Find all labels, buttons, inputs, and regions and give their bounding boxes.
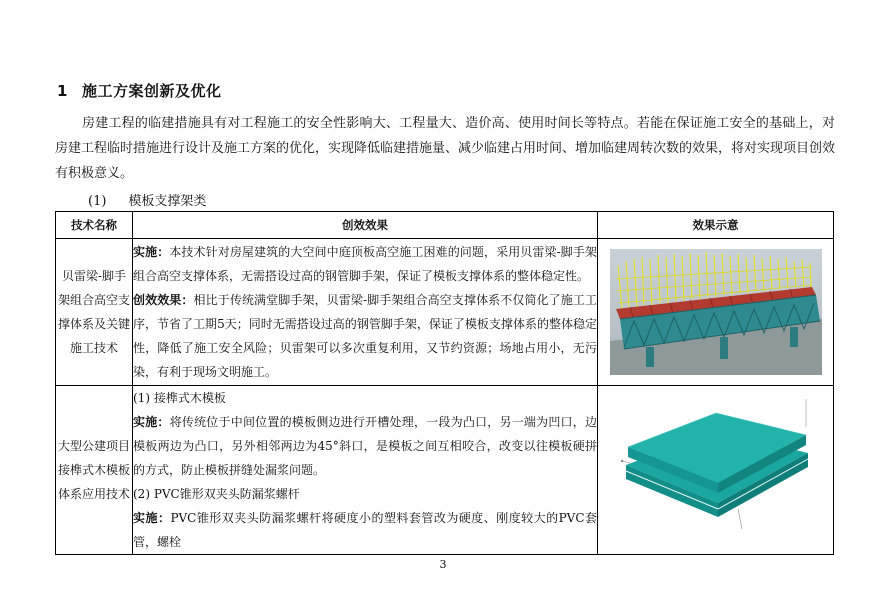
implementation-label: 实施： bbox=[133, 415, 170, 429]
implementation-text: 本技术针对房屋建筑的大空间中庭顶板高空施工困难的问题，采用贝雷梁-脚手架组合高空支撑体系，无需搭设过高的钢管脚手架，保证了模板支撑体系的整体稳定性。 bbox=[133, 245, 597, 283]
intro-paragraph: 房建工程的临建措施具有对工程施工的安全性影响大、工程量大、造价高、使用时间长等特点。若能在保证施工安全的基础上，对房建工程临时措施进行设计及施工方案的优化，实现降低临建措施量、减少临建占用时间、增加临建周转次数的效果，将对实现项目创效有积极意义。 bbox=[55, 116, 836, 181]
implementation-text: 将传统位于中间位置的模板侧边进行开槽处理，一段为凸口，另一端为凹口，边模板两边为凸口，另外相邻两边为45°斜口，是模板之间互相咬合，改变以往模板硬拼的方式，防止模板拼缝处漏浆问题。 bbox=[133, 415, 597, 477]
header-effect: 创效效果 bbox=[133, 212, 598, 239]
page-number: 3 bbox=[439, 558, 447, 571]
effect-cell bbox=[133, 239, 598, 386]
section-number: 1 bbox=[57, 82, 68, 100]
header-tech-name: 技术名称 bbox=[56, 212, 133, 239]
tech-name-cell: 大型公建项目接榫式木模板体系应用技术 bbox=[56, 386, 133, 555]
subsection-heading bbox=[88, 190, 206, 209]
table-row bbox=[56, 239, 834, 386]
effect-label: 创效效果： bbox=[133, 293, 194, 307]
effect-text: 相比于传统满堂脚手架，贝雷梁-脚手架组合高空支撑体系不仅简化了施工工序，节省了工期5天；同时无需搭设过高的钢管脚手架，保证了模板支撑体系的整体稳定性，降低了施工安全风险；贝雷架可以多次重复利用，又节约资源；场地占用小，无污染，有利于现场文明施工。 bbox=[133, 293, 597, 379]
section-heading bbox=[57, 80, 221, 101]
effect-cell bbox=[133, 386, 598, 555]
tenon-formwork-image bbox=[618, 397, 814, 543]
bailey-truss-scaffold-image bbox=[610, 249, 822, 375]
technique-table bbox=[55, 211, 834, 555]
table-row bbox=[56, 386, 834, 555]
illustration-cell bbox=[598, 386, 834, 555]
implementation-text: PVC锥形双夹头防漏浆螺杆将硬度小的塑料套管改为硬度、刚度较大的PVC套管，螺栓 bbox=[133, 511, 597, 549]
header-illustration: 效果示意 bbox=[598, 212, 834, 239]
tech-name-cell: 贝雷梁-脚手架组合高空支撑体系及关键施工技术 bbox=[56, 239, 133, 386]
item-title: (2) PVC锥形双夹头防漏浆螺杆 bbox=[133, 487, 300, 501]
table-header-row bbox=[56, 212, 834, 239]
subsection-title: 模板支撑架类 bbox=[128, 194, 207, 209]
implementation-label: 实施： bbox=[133, 245, 170, 259]
section-title: 施工方案创新及优化 bbox=[81, 82, 222, 100]
item-title: (1) 接榫式木模板 bbox=[133, 391, 226, 405]
implementation-label: 实施： bbox=[133, 511, 171, 525]
illustration-cell bbox=[598, 239, 834, 386]
subsection-index: (1) bbox=[88, 194, 107, 209]
